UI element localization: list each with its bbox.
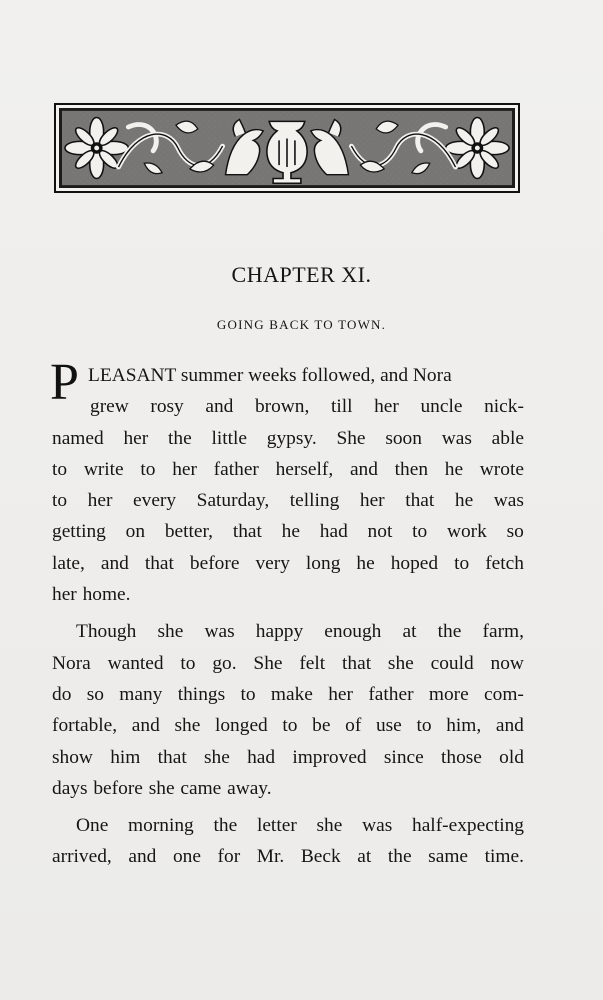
word: hoped bbox=[390, 552, 439, 574]
word: arrived, bbox=[52, 846, 112, 868]
text-line bbox=[52, 454, 524, 485]
word: every bbox=[133, 490, 177, 512]
word: make bbox=[270, 683, 313, 705]
word: One bbox=[76, 815, 109, 837]
word: do bbox=[52, 683, 72, 705]
word: and bbox=[128, 846, 157, 868]
paragraph-2 bbox=[52, 616, 524, 804]
word: she bbox=[387, 652, 414, 674]
word: work bbox=[446, 521, 487, 543]
word: soon bbox=[385, 427, 422, 449]
word: of bbox=[345, 715, 362, 737]
word: morning bbox=[128, 815, 194, 837]
word: to bbox=[52, 490, 68, 512]
word: getting bbox=[52, 521, 106, 543]
word: letter bbox=[256, 815, 297, 837]
word: he bbox=[356, 552, 375, 574]
text-line bbox=[52, 516, 524, 547]
word: enough bbox=[324, 621, 382, 643]
text-line bbox=[52, 810, 524, 841]
word: not bbox=[367, 521, 393, 543]
word: fetch bbox=[485, 552, 524, 574]
word: She bbox=[336, 427, 366, 449]
word: she bbox=[174, 715, 201, 737]
word: now bbox=[490, 652, 524, 674]
word: things bbox=[177, 683, 226, 705]
word: before bbox=[93, 777, 143, 799]
word: to bbox=[416, 715, 432, 737]
word: he bbox=[444, 458, 464, 480]
word: she bbox=[316, 815, 343, 837]
word: happy bbox=[255, 621, 304, 643]
ornamental-headpiece bbox=[54, 103, 520, 193]
word: her bbox=[123, 427, 149, 449]
text-line bbox=[52, 423, 524, 454]
text-line bbox=[52, 548, 524, 579]
word: that bbox=[157, 746, 187, 768]
text-line bbox=[52, 742, 524, 773]
word: herself, bbox=[275, 458, 334, 480]
word: since bbox=[383, 746, 424, 768]
drop-cap: P bbox=[50, 354, 79, 411]
word: rosy bbox=[150, 396, 184, 418]
word: till bbox=[330, 396, 353, 418]
word: that bbox=[405, 490, 435, 512]
word: uncle bbox=[420, 396, 463, 418]
word: time. bbox=[484, 846, 524, 868]
word: on bbox=[125, 521, 146, 543]
word: days bbox=[52, 777, 88, 799]
word: the bbox=[167, 427, 192, 449]
text-line bbox=[52, 679, 524, 710]
word: could bbox=[430, 652, 474, 674]
word: be bbox=[312, 715, 331, 737]
word: to bbox=[454, 552, 470, 574]
word: for bbox=[217, 846, 241, 868]
word: that bbox=[342, 652, 372, 674]
word: away. bbox=[227, 777, 272, 799]
word: and bbox=[100, 552, 129, 574]
word: was bbox=[204, 621, 235, 643]
word: long bbox=[305, 552, 341, 574]
word: her bbox=[52, 584, 77, 606]
word: use bbox=[375, 715, 402, 737]
word: go. bbox=[212, 652, 237, 674]
paragraph-1 bbox=[50, 354, 524, 610]
word: the bbox=[437, 621, 462, 643]
word: at bbox=[402, 621, 417, 643]
chapter-title: CHAPTER XI. bbox=[231, 262, 372, 287]
word: to bbox=[180, 652, 196, 674]
word: telling bbox=[289, 490, 340, 512]
word: then bbox=[394, 458, 429, 480]
text-line bbox=[52, 710, 524, 741]
word: home. bbox=[82, 584, 131, 606]
word: She bbox=[253, 652, 283, 674]
word: and bbox=[349, 458, 378, 480]
word: late, bbox=[52, 552, 85, 574]
word: and bbox=[131, 715, 160, 737]
word: him bbox=[110, 746, 141, 768]
word: fortable, bbox=[52, 715, 118, 737]
text-line bbox=[52, 616, 524, 647]
word: came bbox=[180, 777, 222, 799]
word: com- bbox=[484, 683, 524, 705]
word: to bbox=[140, 458, 156, 480]
word: was bbox=[441, 427, 472, 449]
word: had bbox=[319, 521, 348, 543]
word: wanted bbox=[107, 652, 164, 674]
text-line bbox=[52, 579, 524, 610]
paragraph-3 bbox=[52, 810, 524, 873]
word: her bbox=[328, 683, 353, 705]
text-line bbox=[52, 648, 524, 679]
word: very bbox=[255, 552, 290, 574]
word: Beck bbox=[300, 846, 341, 868]
word: her bbox=[172, 458, 197, 480]
word: Saturday, bbox=[196, 490, 270, 512]
word: to bbox=[52, 458, 68, 480]
word: before bbox=[189, 552, 240, 574]
word: more bbox=[428, 683, 469, 705]
word: many bbox=[119, 683, 163, 705]
word: wrote bbox=[479, 458, 524, 480]
word: write bbox=[83, 458, 124, 480]
chapter-subtitle: GOING BACK TO TOWN. bbox=[216, 317, 387, 332]
text-line bbox=[52, 485, 524, 516]
word: nick- bbox=[484, 396, 524, 418]
word: Though bbox=[76, 621, 137, 643]
word: better, bbox=[164, 521, 214, 543]
word: brown, bbox=[254, 396, 310, 418]
word: longed bbox=[214, 715, 268, 737]
word: little bbox=[211, 427, 247, 449]
text-line bbox=[52, 773, 524, 804]
word: old bbox=[499, 746, 524, 768]
word: to bbox=[240, 683, 256, 705]
word: her bbox=[87, 490, 113, 512]
headpiece-ornament-image bbox=[59, 108, 515, 188]
word: that bbox=[232, 521, 262, 543]
word: one bbox=[172, 846, 201, 868]
word: able bbox=[491, 427, 524, 449]
word: he bbox=[281, 521, 300, 543]
word: she bbox=[157, 621, 184, 643]
word: her bbox=[359, 490, 385, 512]
word: so bbox=[86, 683, 104, 705]
word: he bbox=[454, 490, 474, 512]
text-line bbox=[52, 391, 524, 422]
word: her bbox=[374, 396, 399, 418]
word: to bbox=[282, 715, 298, 737]
word: the bbox=[387, 846, 412, 868]
word: Nora bbox=[52, 652, 91, 674]
word: to bbox=[412, 521, 428, 543]
word: the bbox=[213, 815, 238, 837]
word: that bbox=[144, 552, 174, 574]
word: half-expecting bbox=[412, 815, 524, 837]
word: father bbox=[368, 683, 414, 705]
word: improved bbox=[292, 746, 367, 768]
word: those bbox=[440, 746, 482, 768]
word: had bbox=[247, 746, 276, 768]
word: Mr. bbox=[256, 846, 285, 868]
word: she bbox=[203, 746, 230, 768]
word: was bbox=[493, 490, 524, 512]
word: named bbox=[52, 427, 104, 449]
word: LEASANT summer weeks followed, and Nora bbox=[88, 365, 452, 386]
word: him, bbox=[446, 715, 482, 737]
word: and bbox=[495, 715, 524, 737]
word: was bbox=[362, 815, 393, 837]
word: she bbox=[148, 777, 175, 799]
word: grew bbox=[90, 396, 129, 418]
word: so bbox=[506, 521, 524, 543]
word: show bbox=[52, 746, 93, 768]
word: farm, bbox=[482, 621, 524, 643]
chapter-body-text bbox=[50, 354, 524, 873]
word: felt bbox=[299, 652, 326, 674]
word: gypsy. bbox=[266, 427, 317, 449]
word: father bbox=[213, 458, 259, 480]
text-line bbox=[52, 841, 524, 872]
word: same bbox=[428, 846, 469, 868]
word: at bbox=[357, 846, 372, 868]
word: and bbox=[205, 396, 234, 418]
